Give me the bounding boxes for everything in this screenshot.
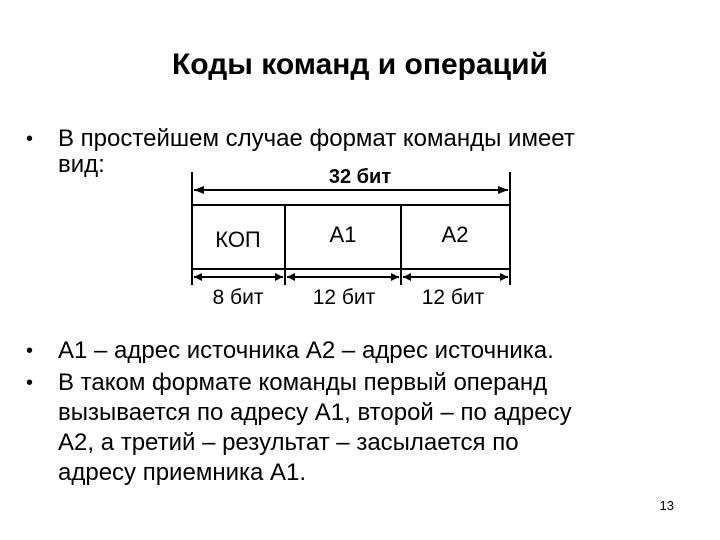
bullet-intro-line1: В простейшем случае формат команды имеет bbox=[58, 125, 575, 152]
arrowhead bbox=[194, 186, 204, 194]
bullet-dot: • bbox=[26, 128, 34, 150]
bullet-format-line2: вызывается по адресу А1, второй – по адресу bbox=[58, 399, 572, 426]
bits-kop: 8 бит bbox=[212, 286, 264, 309]
bullet-addresses-text: А1 – адрес источника А2 – адрес источника. bbox=[58, 337, 554, 364]
page-number: 13 bbox=[659, 498, 674, 513]
arrowhead bbox=[500, 273, 508, 281]
bits-a2: 12 бит bbox=[421, 286, 485, 309]
bullet-intro-line2: вид: bbox=[58, 151, 105, 178]
bullet-format-line1: В таком формате команды первый операнд bbox=[58, 369, 548, 396]
arrowhead bbox=[275, 273, 283, 281]
bullet-dot: • bbox=[26, 372, 34, 394]
arrowhead bbox=[287, 273, 295, 281]
field-a1: А1 bbox=[329, 222, 357, 247]
bullet-dot: • bbox=[26, 340, 34, 362]
arrowhead bbox=[391, 273, 399, 281]
total-bits-label: 32 бит bbox=[328, 166, 392, 188]
bullet-format-line4: адресу приемника А1. bbox=[58, 459, 307, 486]
bits-a1: 12 бит bbox=[312, 286, 376, 309]
arrowhead bbox=[498, 186, 508, 194]
bullet-format-line3: А2, а третий – результат – засылается по bbox=[58, 429, 519, 456]
arrowhead bbox=[403, 273, 411, 281]
slide-title: Коды команд и операций bbox=[171, 48, 548, 81]
arrowhead bbox=[194, 273, 202, 281]
field-a2: А2 bbox=[441, 222, 469, 247]
field-kop: КОП bbox=[215, 227, 261, 252]
